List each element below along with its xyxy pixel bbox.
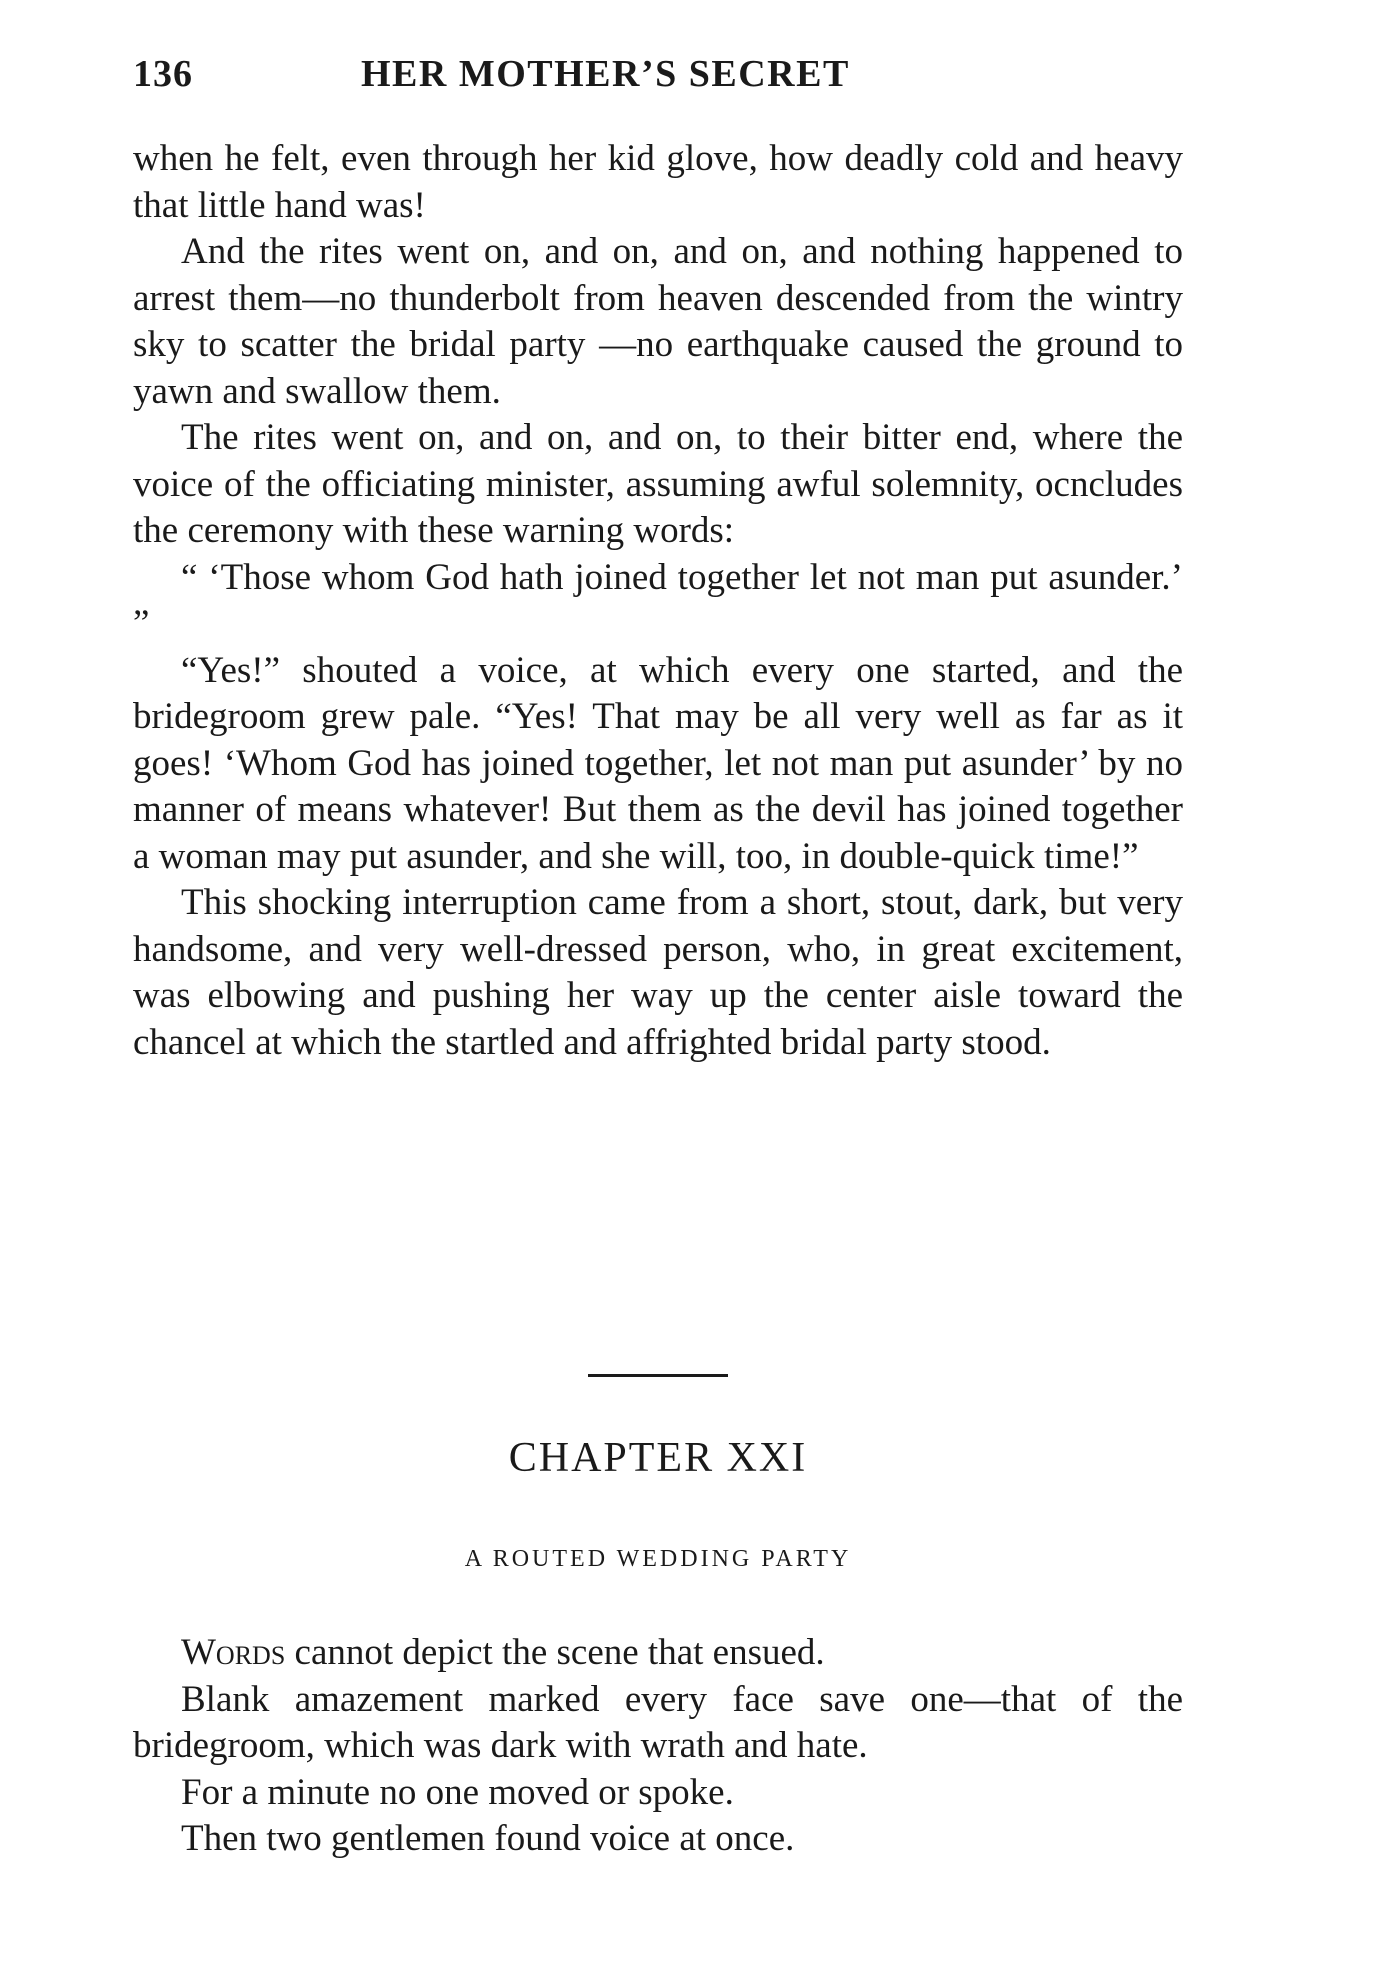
page-number: 136	[133, 53, 193, 95]
chapter-subtitle: A ROUTED WEDDING PARTY	[464, 1546, 852, 1572]
chapter-text	[133, 1630, 1183, 1863]
book-page	[133, 0, 1183, 1962]
running-title: HER MOTHER’S SECRET	[361, 53, 850, 95]
running-head	[133, 52, 1183, 102]
paragraph: This shocking interruption came from a short, stout, dark, but very handsome, and very well-dressed person, who, in great excitement, was elbowing and pushing her way up the center aisle toward the chancel at which the startled and affrighted bridal party stood.	[133, 882, 1183, 1063]
paragraph-continuation: when he felt, even through her kid glove, how deadly cold and heavy that little hand was!	[133, 138, 1183, 226]
paragraph: Then two gentlemen found voice at once.	[181, 1818, 795, 1859]
paragraph: And the rites went on, and on, and on, and nothing happened to arrest them—no thunderbolt from heaven descended from the wintry sky to scatter the bridal party —no earthquake caused the ground to yawn and swallow them.	[133, 231, 1183, 412]
body-text	[133, 136, 1183, 1066]
paragraph: The rites went on, and on, and on, to their bitter end, where the voice of the officiating minister, assuming awful solemnity, ocncludes the ceremony with these warning words:	[133, 417, 1183, 551]
chapter-opening-rest: cannot depict the scene that ensued.	[285, 1632, 825, 1673]
section-divider-rule	[588, 1374, 728, 1377]
chapter-heading: CHAPTER XXI	[508, 1435, 808, 1481]
chapter-opening-paragraph	[133, 1630, 1183, 1677]
paragraph-quotation: “ ‘Those whom God hath joined together let not man put asunder.’ ”	[133, 556, 1183, 644]
chapter-opening-word: Words	[181, 1632, 286, 1673]
paragraph: “Yes!” shouted a voice, at which every one started, and the bridegroom grew pale. “Yes! That may be all very well as far as it goes! ‘Whom God has joined together, let not man put asunder’ by no manner of means whatever! But them as the devil has joined together a woman may put asunder, and she will, too, in double-quick time!”	[133, 649, 1183, 877]
paragraph: For a minute no one moved or spoke.	[181, 1771, 734, 1813]
paragraph: Blank amazement marked every face save one—that of the bridegroom, which was dark with wrath and hate.	[133, 1678, 1183, 1766]
